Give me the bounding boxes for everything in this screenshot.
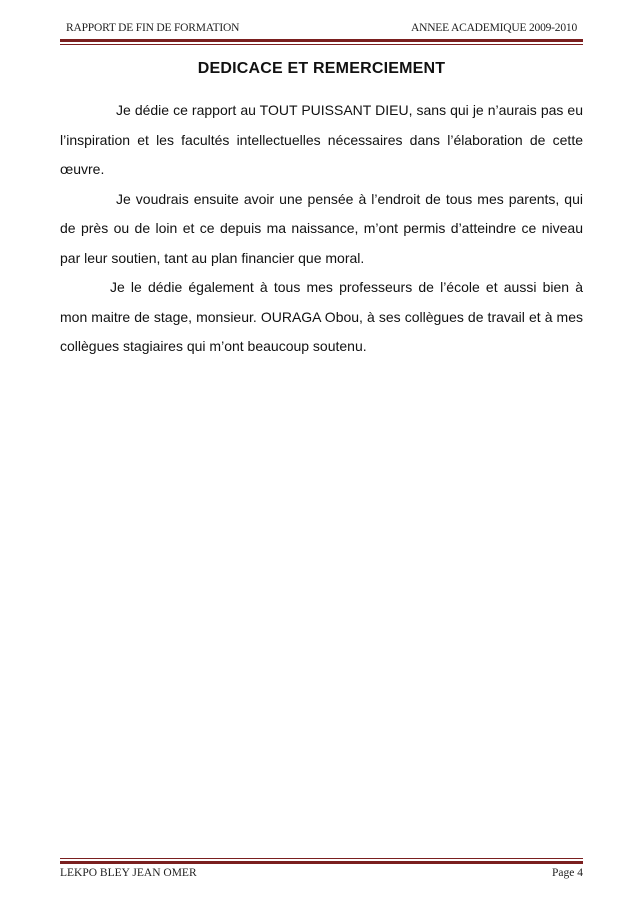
page-header <box>60 20 583 38</box>
footer-rule-thick <box>60 861 583 864</box>
paragraph-dedication-professors: Je le dédie également à tous mes professeurs de l’école et aussi bien à mon maitre de stage, monsieur. OURAGA Obou, à ses collègues de travail et à mes collègues stagiaires qui m’ont beaucoup soutenu. <box>60 279 583 354</box>
header-rule-thin <box>60 44 583 45</box>
header-rule-thick <box>60 39 583 42</box>
header-report-title: RAPPORT DE FIN DE FORMATION <box>66 22 240 34</box>
header-academic-year: ANNEE ACADEMIQUE 2009-2010 <box>410 22 577 34</box>
footer-rule-thin <box>60 858 583 859</box>
footer-author: LEKPO BLEY JEAN OMER <box>60 867 197 879</box>
body-text <box>60 96 583 362</box>
page-title: DEDICACE ET REMERCIEMENT <box>197 60 446 77</box>
paragraph-dedication-parents: Je voudrais ensuite avoir une pensée à l’endroit de tous mes parents, qui de près ou de loin et ce depuis ma naissance, m’ont permis d’atteindre ce niveau par leur soutien, tant au plan financier que moral. <box>60 190 583 266</box>
paragraph-dedication-god: Je dédie ce rapport au TOUT PUISSANT DIEU, sans qui je n’aurais pas eu l’inspiration et les facultés intellectuelles nécessaires dans l’élaboration de cette œuvre. <box>60 102 583 177</box>
page-footer <box>60 866 583 884</box>
footer-page-number: Page 4 <box>552 867 583 879</box>
